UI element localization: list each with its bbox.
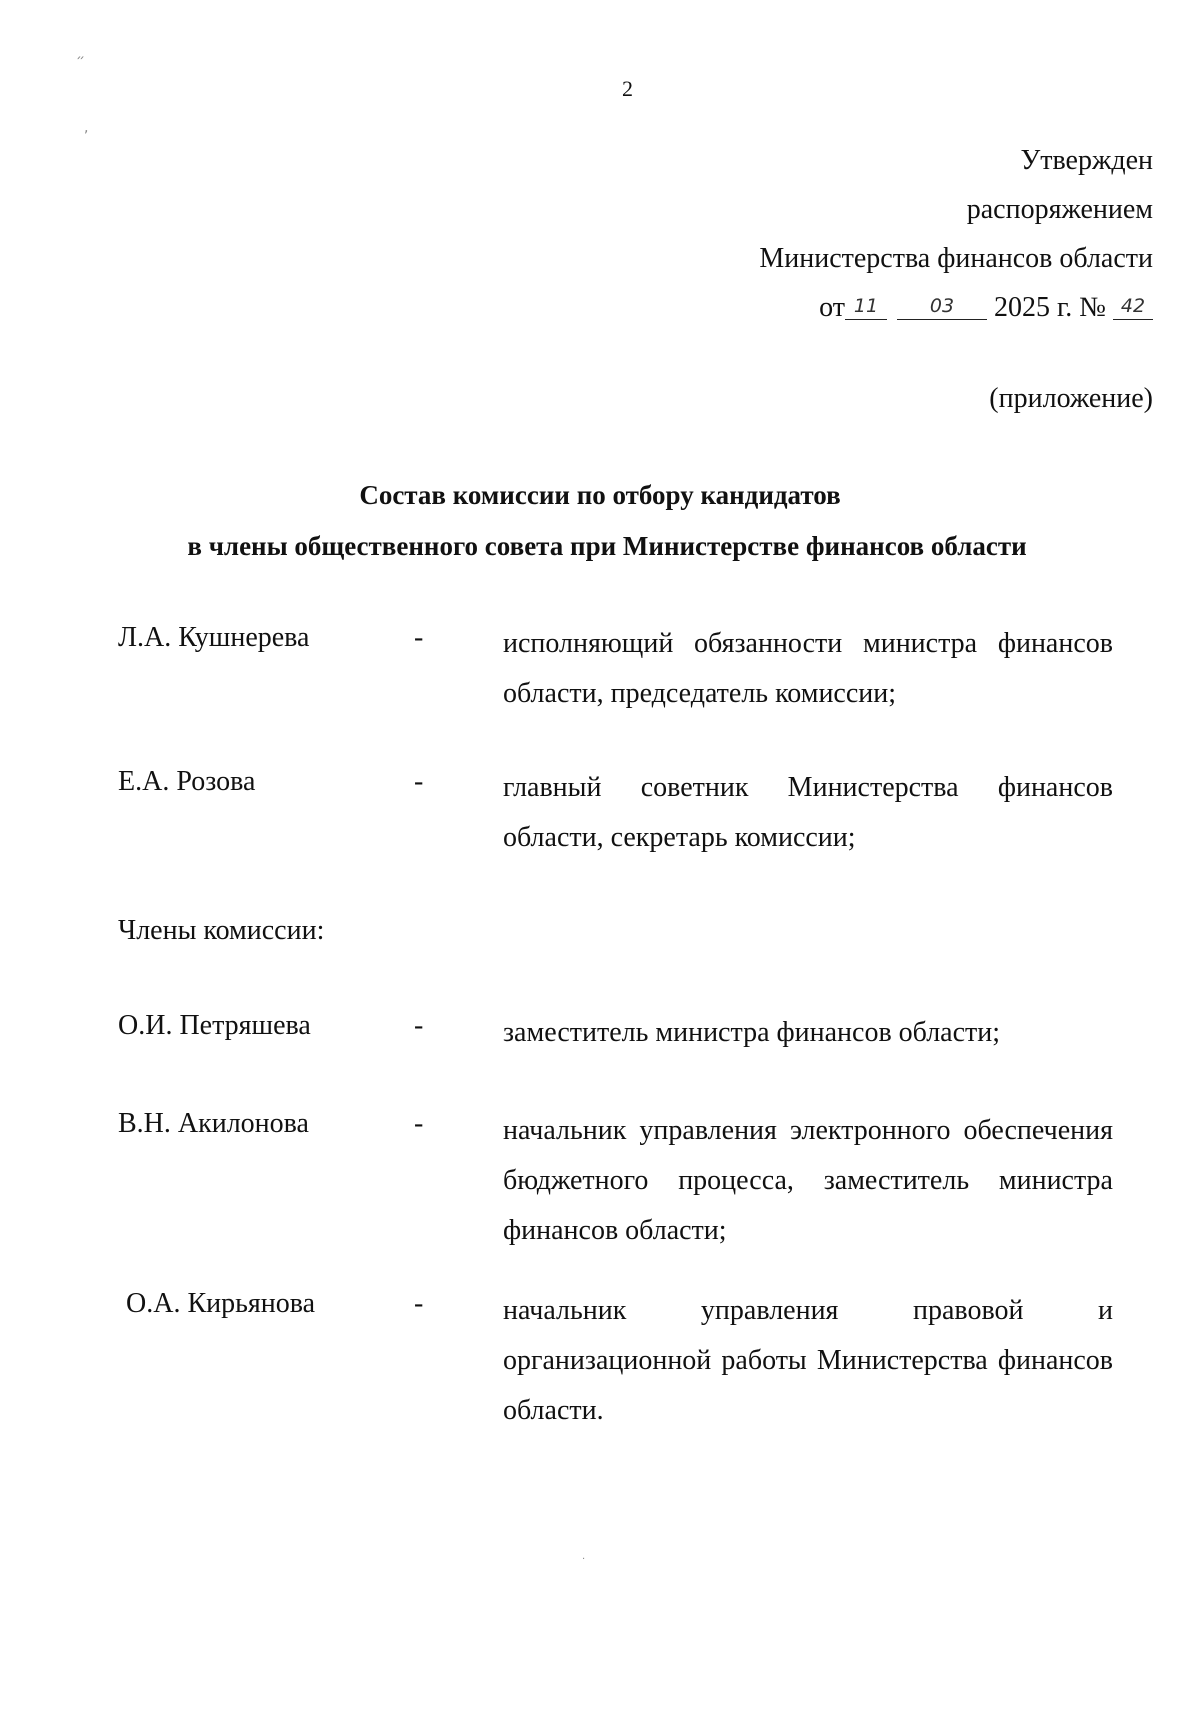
date-prefix: от <box>819 292 845 323</box>
member-name: Л.А. Кушнерева <box>118 622 310 653</box>
member-role: главный советник Министерства финансов области, секретарь комиссии; <box>503 772 1113 853</box>
approval-line: Утвержден <box>1020 145 1153 176</box>
member-role: исполняющий обязанности министра финансов области, председатель комиссии; <box>503 628 1113 709</box>
handwritten-month: 03 <box>897 293 987 320</box>
approval-date-line <box>759 283 1153 332</box>
document-title <box>0 470 1200 572</box>
scan-speck: · <box>582 1554 586 1565</box>
member-role: начальник управления электронного обеспечения бюджетного процесса, заместитель министра финансов области; <box>503 1115 1113 1246</box>
member-name: В.Н. Акилонова <box>118 1108 309 1139</box>
member-name: О.И. Петряшева <box>118 1010 311 1041</box>
entry-dash: - <box>414 1010 424 1041</box>
member-role: начальник управления правовой и организационной работы Министерства финансов области. <box>503 1295 1113 1426</box>
title-line-1: Состав комиссии по отбору кандидатов <box>359 480 841 510</box>
scan-speck: , <box>84 120 89 136</box>
scan-speck: ״ <box>76 52 86 68</box>
member-role: заместитель министра финансов области; <box>503 1017 1001 1048</box>
members-label: Члены комиссии: <box>118 915 325 946</box>
entry-dash: - <box>414 766 424 797</box>
entry-dash: - <box>414 1108 424 1139</box>
member-name: О.А. Кирьянова <box>126 1288 316 1319</box>
approval-line: распоряжением <box>966 194 1153 225</box>
date-year-label: 2025 г. № <box>993 292 1106 323</box>
approval-block <box>759 136 1153 332</box>
handwritten-day: 11 <box>845 293 887 320</box>
page-number: 2 <box>622 76 633 101</box>
title-line-2: в члены общественного совета при Министерстве финансов области <box>187 531 1027 561</box>
appendix-label: (приложение) <box>989 383 1153 414</box>
entry-dash: - <box>414 622 424 653</box>
entry-dash: - <box>414 1288 424 1319</box>
approval-line: Министерства финансов области <box>759 243 1153 274</box>
member-name: Е.А. Розова <box>118 766 256 797</box>
handwritten-doc-number: 42 <box>1113 293 1153 320</box>
